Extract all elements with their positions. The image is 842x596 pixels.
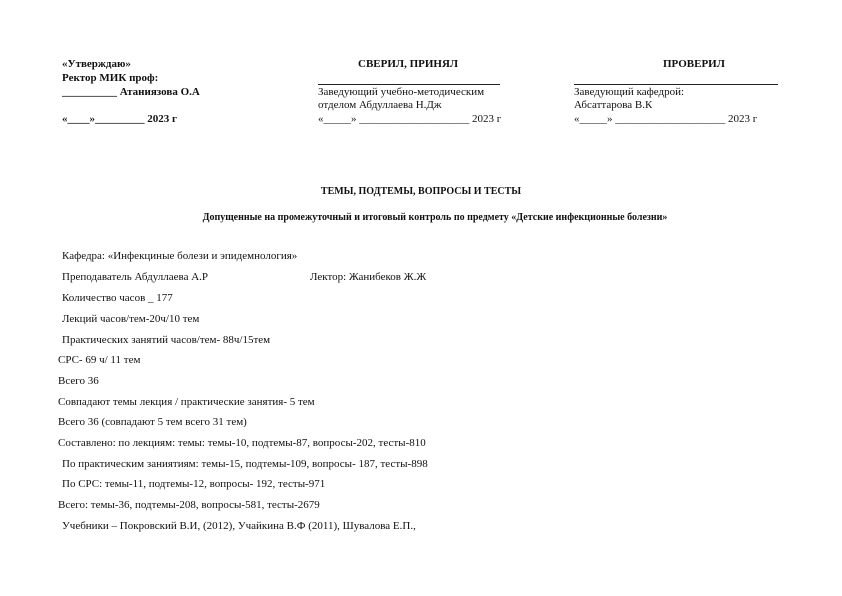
compiled-srs-line: По СРС: темы-11, подтемы-12, вопросы- 192, тесты-971 [62, 478, 326, 490]
hours-line: Количество часов _ 177 [62, 292, 173, 304]
checked-signature-line [318, 84, 500, 85]
practical-line: Практических занятий часов/тем- 88ч/15тем [62, 334, 271, 346]
lectures-line: Лекций часов/тем-20ч/10 тем [62, 313, 200, 325]
srs-line: СРС- 69 ч/ 11 тем [58, 354, 141, 366]
teacher-line: Преподаватель Абдуллаева А.Р [62, 271, 209, 283]
checked-line1: Заведующий учебно-методическим [318, 86, 485, 98]
compiled-practical-line: По практическим заниятиям: темы-15, подтемы-109, вопросы- 187, тесты-898 [62, 458, 428, 470]
checked-line2: отделом Абдуллаева Н.Дж [318, 99, 442, 111]
verified-line1: Заведующий кафедрой: [574, 86, 685, 98]
verified-date: «_____» ____________________ 2023 г [574, 113, 758, 125]
textbooks-line: Учебники – Покровский В.И, (2012), Учайкина В.Ф (2011), Шувалова Е.П., [62, 520, 416, 532]
department-line: Кафедра: «Инфекциные болези и эпидемнология» [62, 250, 298, 262]
verified-title: ПРОВЕРИЛ [663, 58, 725, 70]
compiled-total-line: Всего: темы-36, подтемы-208, вопросы-581, тесты-2679 [58, 499, 320, 511]
doc-subtitle: Допущенные на промежуточный и итоговый контроль по предмету «Детские инфекционные болезни» [202, 212, 668, 223]
compiled-lectures-line: Составлено: по лекциям: темы: темы-10, подтемы-87, вопросы-202, тесты-810 [58, 437, 426, 449]
total-coincide-line: Всего 36 (совпадают 5 тем всего 31 тем) [58, 416, 247, 428]
approve-title: «Утверждаю» [62, 58, 131, 70]
verified-line2: Абсаттарова В.К [574, 99, 653, 111]
doc-title: ТЕМЫ, ПОДТЕМЫ, ВОПРОСЫ И ТЕСТЫ [320, 186, 522, 197]
checked-title: СВЕРИЛ, ПРИНЯЛ [358, 58, 459, 70]
verified-signature-line [574, 84, 778, 85]
approve-name: __________ Атаниязова О.А [62, 86, 200, 98]
approve-rector: Ректор МИК проф: [62, 72, 159, 84]
approve-date: «____»_________ 2023 г [62, 113, 177, 125]
coincide-line: Совпадают темы лекция / практические занятия- 5 тем [58, 396, 315, 408]
lecturer-line: Лектор: Жанибеков Ж.Ж [310, 271, 427, 283]
total-line: Всего 36 [58, 375, 99, 387]
checked-date: «_____» ____________________ 2023 г [318, 113, 502, 125]
